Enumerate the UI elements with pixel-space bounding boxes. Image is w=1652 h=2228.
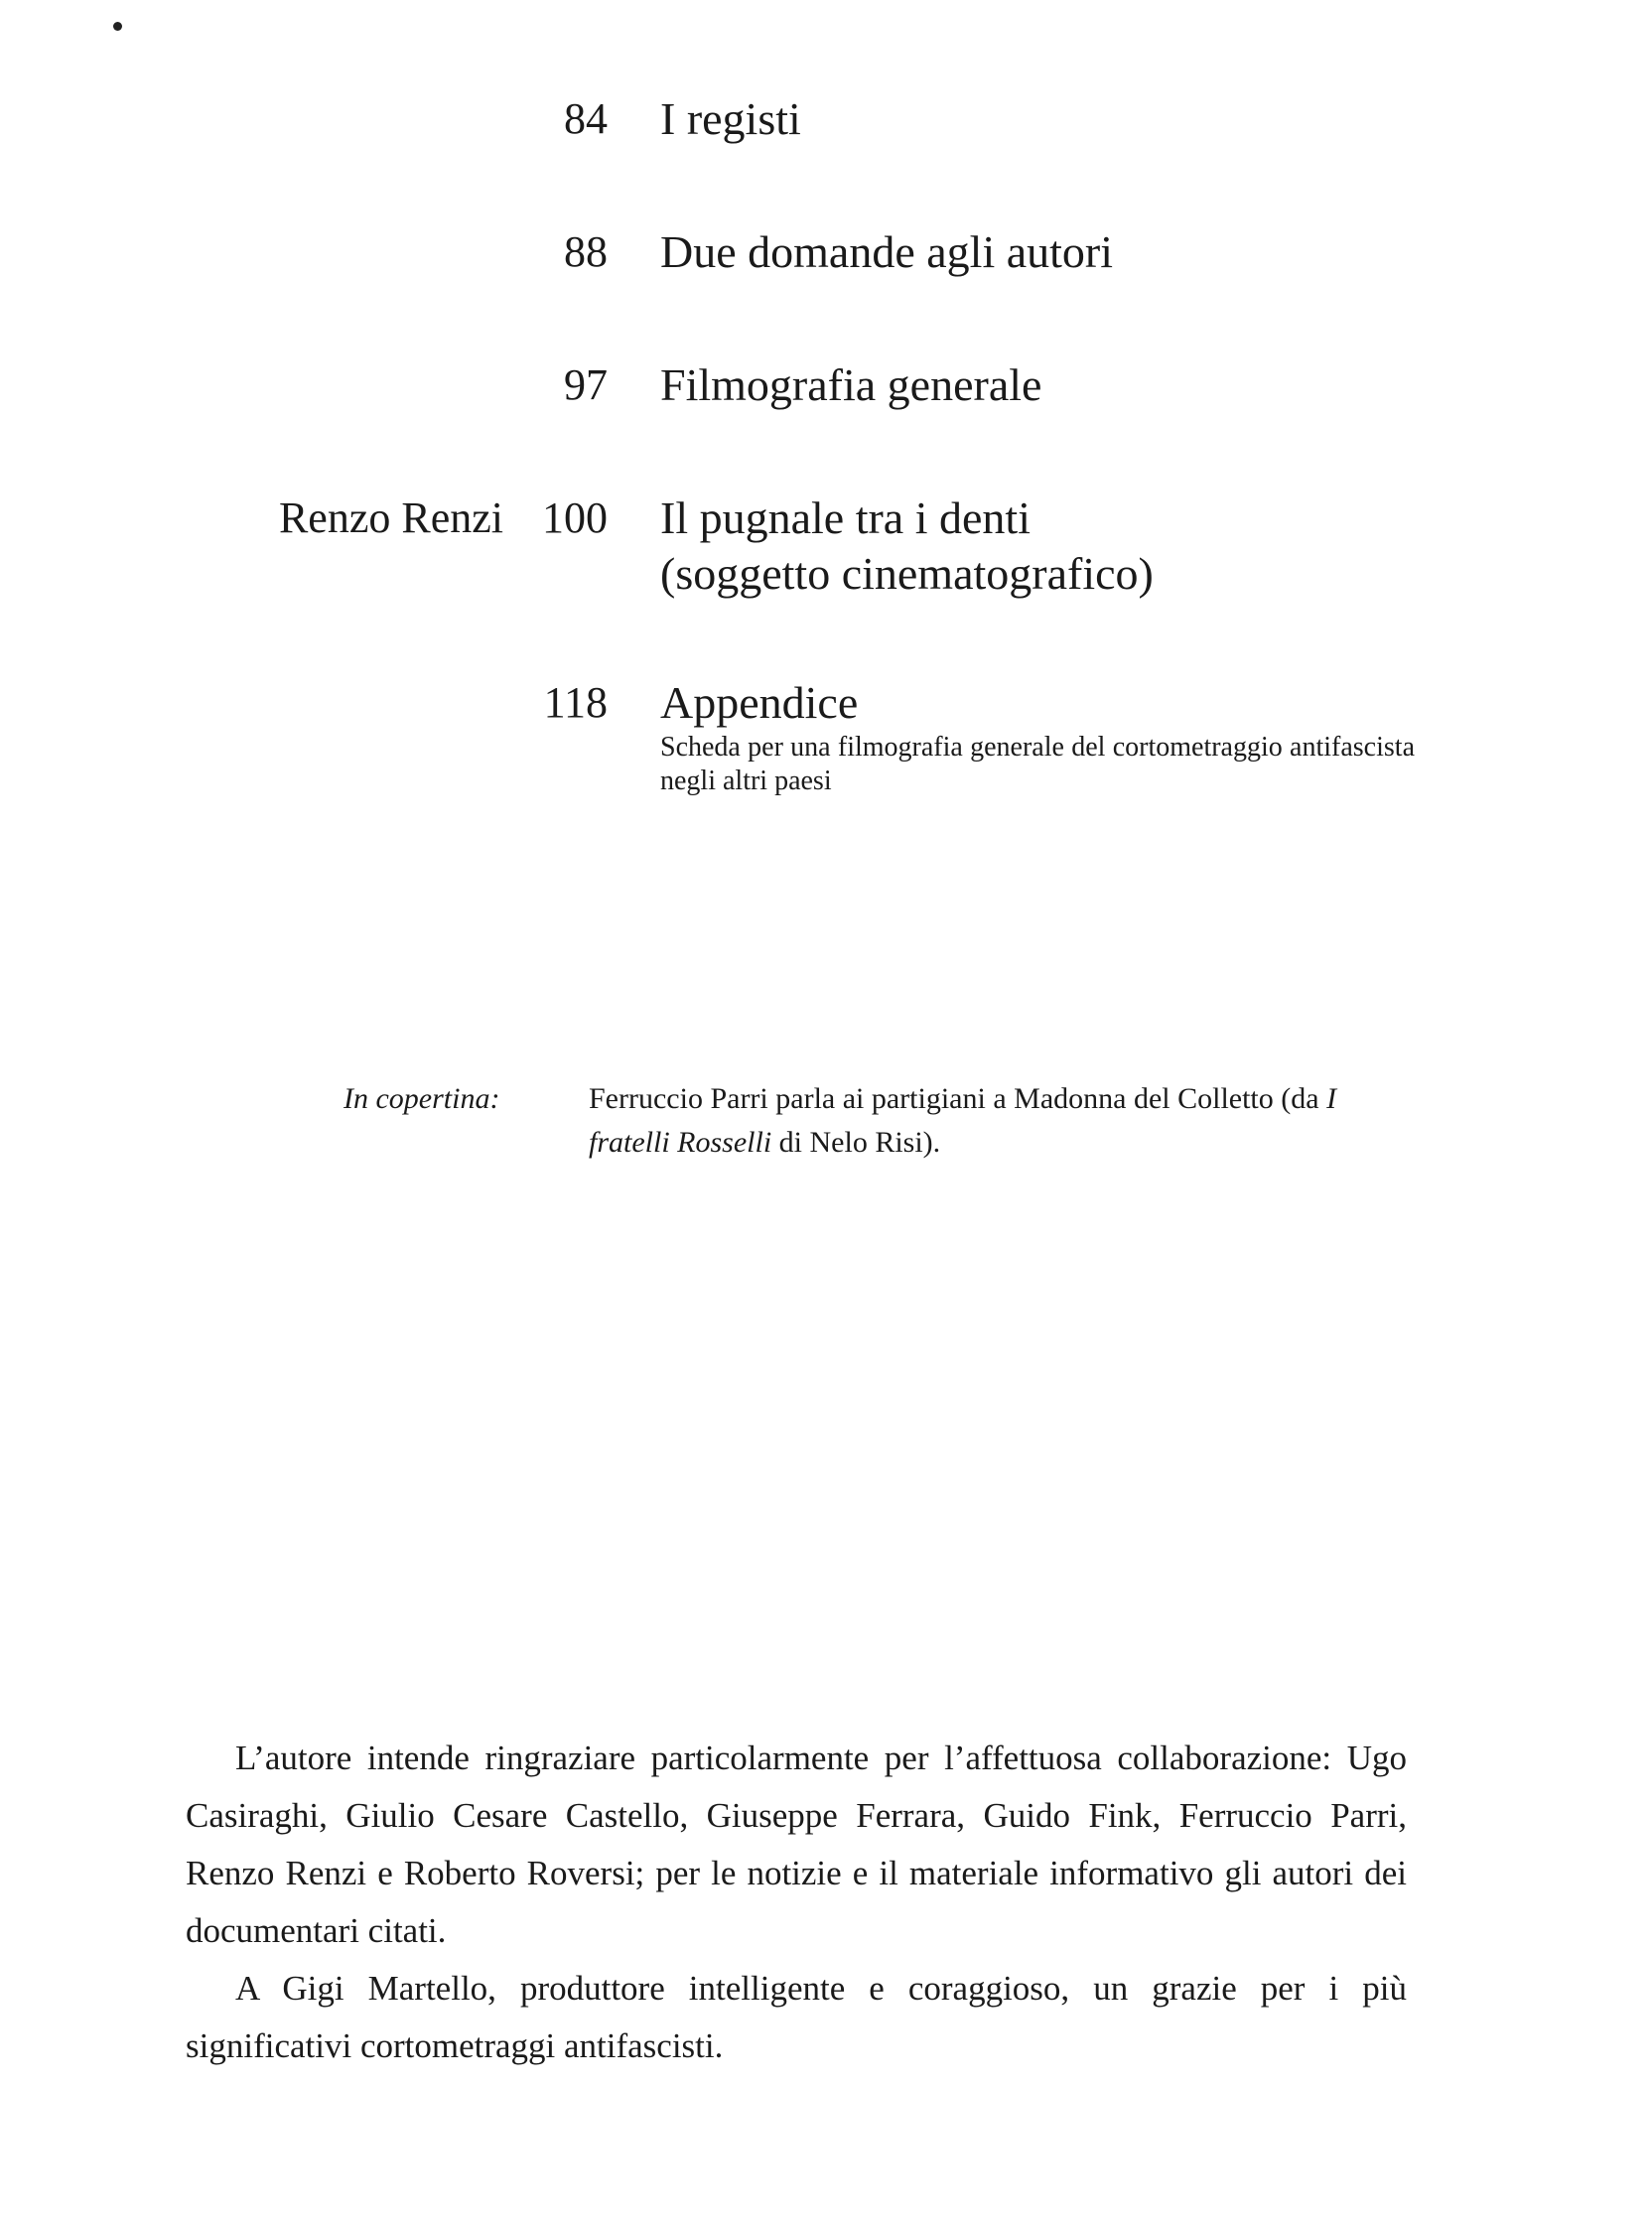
cover-label: In copertina: (344, 1082, 500, 1115)
toc-author: Renzo Renzi (278, 493, 503, 542)
toc-page-number: 88 (564, 227, 608, 276)
toc-title: Appendice (660, 677, 859, 728)
toc-page-number: 97 (564, 360, 608, 409)
toc-title: I registi (660, 93, 801, 144)
cover-film-title: I fratelli Rosselli (589, 1082, 1337, 1159)
acknowledgments-paragraph: A Gigi Martello, produttore intelligente e coraggioso, un grazie per i più significativi cortometraggi antifascisti. (186, 1969, 1407, 2065)
toc-title: Il pugnale tra i denti (660, 492, 1031, 543)
cover-description (589, 1077, 1413, 1165)
toc-page-number: 100 (542, 493, 608, 542)
toc-subtitle: (soggetto cinematografico) (660, 548, 1154, 599)
acknowledgments (186, 1730, 1407, 2075)
toc-title: Due domande agli autori (660, 226, 1114, 277)
toc-page-number: 118 (543, 678, 608, 727)
cover-text-before: Ferruccio Parri parla ai partigiani a Madonna del Colletto (da (589, 1082, 1327, 1115)
cover-text-after: di Nelo Risi). (771, 1126, 941, 1159)
acknowledgments-paragraph: L’autore intende ringraziare particolarmente per l’affettuosa collaborazione: Ugo Casiraghi, Giulio Cesare Castello, Giuseppe Ferrara, Guido Fink, Ferruccio Parri, Renzo Renzi e Roberto Roversi; per le notizie e il materiale informativo gli autori dei documentari citati. (186, 1739, 1407, 1950)
ink-dot (113, 22, 122, 31)
toc-page-number: 84 (564, 94, 608, 143)
toc-note: Scheda per una filmografia generale del cortometraggio antifascista negli altri paesi (660, 732, 1415, 796)
toc-title: Filmografia generale (660, 359, 1042, 410)
